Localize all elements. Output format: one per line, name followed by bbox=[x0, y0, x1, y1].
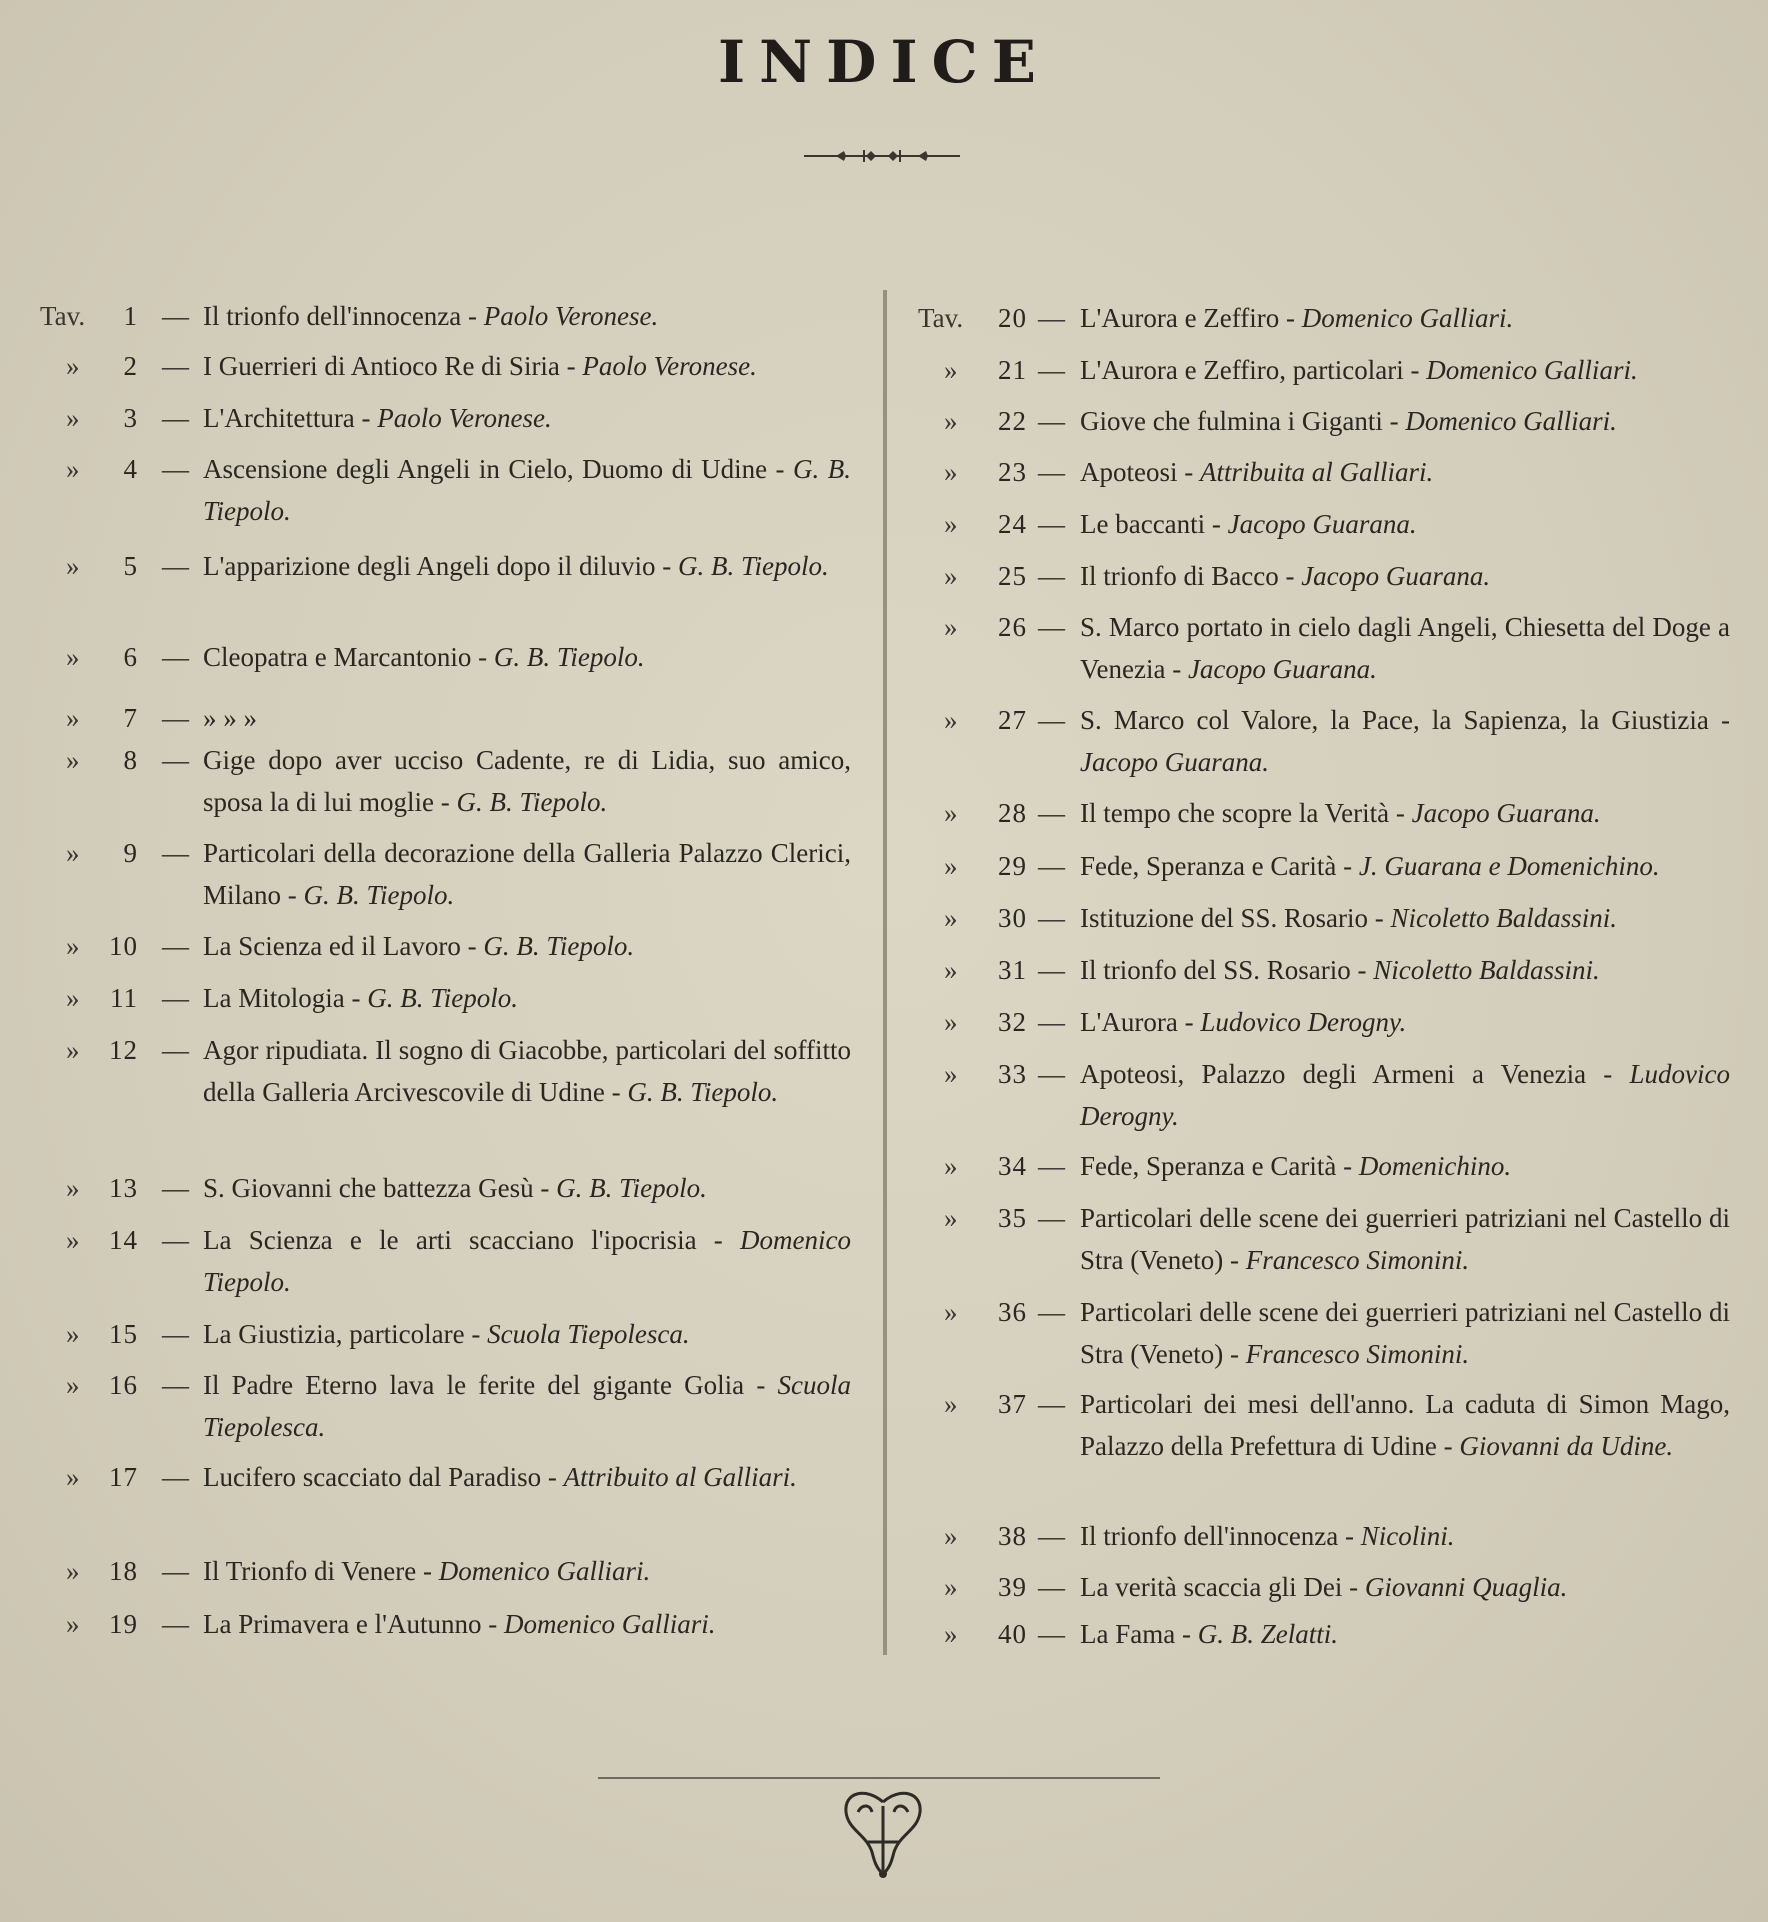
ditto-mark: » bbox=[66, 1370, 80, 1400]
entry-title-text: Ascensione degli Angeli in Cielo, Duomo di Udine bbox=[203, 454, 768, 484]
entry-title: L'Aurora e Zeffiro, particolari - Domenico Galliari. bbox=[1080, 355, 1638, 385]
entry-author: Domenico Galliari. bbox=[1426, 355, 1638, 385]
em-dash: — bbox=[1038, 561, 1065, 591]
entry-author: Scuola Tiepolesca. bbox=[203, 1370, 851, 1442]
entry-title-text: S. Giovanni che battezza Gesù bbox=[203, 1173, 534, 1203]
entry-author: Francesco Simonini. bbox=[1245, 1339, 1470, 1369]
ditto-mark: » bbox=[944, 612, 958, 642]
plate-number: 9 bbox=[123, 838, 138, 868]
plate-number: 20 bbox=[998, 303, 1027, 333]
page-title: INDICE bbox=[718, 28, 1050, 96]
entry-author: Paolo Veronese. bbox=[483, 301, 659, 331]
em-dash: — bbox=[162, 931, 189, 961]
entry-author: G. B. Tiepolo. bbox=[678, 551, 829, 581]
em-dash: — bbox=[1038, 705, 1065, 735]
entry-title: L'Aurora - Ludovico Derogny. bbox=[1080, 1007, 1407, 1037]
em-dash: — bbox=[162, 1462, 189, 1492]
entry-title: S. Marco portato in cielo dagli Angeli, Chiesetta del Doge a Venezia - Jacopo Guarana. bbox=[1080, 612, 1730, 684]
ditto-mark: » bbox=[66, 454, 80, 484]
plate-number: 27 bbox=[998, 705, 1027, 735]
plate-number: 31 bbox=[998, 955, 1027, 985]
ditto-mark: » bbox=[944, 1203, 958, 1233]
em-dash: — bbox=[162, 551, 189, 581]
entry-author: Giovanni Quaglia. bbox=[1364, 1572, 1568, 1602]
plate-number: 4 bbox=[123, 454, 138, 484]
ditto-mark: » bbox=[944, 705, 958, 735]
ditto-mark: » bbox=[944, 1297, 958, 1327]
entry-title-text: Il Padre Eterno lava le ferite del gigante Golia bbox=[203, 1370, 745, 1400]
em-dash: — bbox=[162, 403, 189, 433]
em-dash: — bbox=[162, 351, 189, 381]
entry-title: Istituzione del SS. Rosario - Nicoletto Baldassini. bbox=[1080, 903, 1617, 933]
plate-number: 11 bbox=[110, 983, 138, 1013]
entry-author: Jacopo Guarana. bbox=[1080, 747, 1269, 777]
em-dash: — bbox=[162, 1319, 189, 1349]
entry-title: Giove che fulmina i Giganti - Domenico Galliari. bbox=[1080, 406, 1617, 436]
entry-author: G. B. Zelatti. bbox=[1197, 1619, 1338, 1649]
entry-title: S. Giovanni che battezza Gesù - G. B. Tiepolo. bbox=[203, 1173, 707, 1203]
plate-number: 8 bbox=[123, 745, 138, 775]
entry-title: Ascensione degli Angeli in Cielo, Duomo di Udine - G. B. Tiepolo. bbox=[203, 454, 852, 526]
plate-number: 1 bbox=[123, 301, 138, 331]
entry-title-text: Lucifero scacciato dal Paradiso bbox=[203, 1462, 542, 1492]
entry-title-text: Istituzione del SS. Rosario bbox=[1080, 903, 1368, 933]
ditto-mark: » bbox=[66, 1035, 80, 1065]
entry-author: Paolo Veronese. bbox=[377, 403, 552, 433]
entry-title: La Giustizia, particolare - Scuola Tiepolesca. bbox=[203, 1319, 690, 1349]
entry-title-text: Il trionfo dell'innocenza bbox=[1080, 1521, 1339, 1551]
entry-title-text: Particolari delle scene dei guerrieri patriziani nel Castello di Stra (Veneto) bbox=[1080, 1297, 1730, 1369]
plate-number: 30 bbox=[998, 903, 1027, 933]
ditto-mark: » bbox=[944, 1007, 958, 1037]
entry-title: L'Architettura - Paolo Veronese. bbox=[203, 403, 552, 433]
em-dash: — bbox=[1038, 457, 1065, 487]
entry-title: La Primavera e l'Autunno - Domenico Galliari. bbox=[203, 1609, 716, 1639]
ditto-mark: » bbox=[66, 703, 80, 733]
plate-number: 5 bbox=[123, 551, 138, 581]
entry-author: J. Guarana e Domenichino. bbox=[1358, 851, 1660, 881]
entry-title: Apoteosi, Palazzo degli Armeni a Venezia - Ludovico Derogny. bbox=[1080, 1059, 1730, 1131]
em-dash: — bbox=[1038, 1619, 1065, 1649]
entry-title-text: Agor ripudiata. Il sogno di Giacobbe, particolari del soffitto della Galleria Arcivescovile di Udine bbox=[203, 1035, 851, 1107]
plate-number: 14 bbox=[109, 1225, 138, 1255]
ditto-mark: » bbox=[944, 457, 958, 487]
ditto-mark: » bbox=[66, 1319, 80, 1349]
em-dash: — bbox=[1038, 955, 1065, 985]
em-dash: — bbox=[1038, 1572, 1065, 1602]
entry-author: Francesco Simonini. bbox=[1245, 1245, 1470, 1275]
plate-number: 10 bbox=[109, 931, 138, 961]
entry-title-text: » » » bbox=[203, 703, 257, 733]
entry-title-text: Le baccanti bbox=[1080, 509, 1206, 539]
plate-number: 23 bbox=[998, 457, 1027, 487]
ditto-mark: » bbox=[66, 642, 80, 672]
ditto-mark: » bbox=[944, 509, 958, 539]
plate-number: 24 bbox=[998, 509, 1027, 539]
plate-number: 40 bbox=[998, 1619, 1027, 1649]
em-dash: — bbox=[162, 838, 189, 868]
entry-author: Jacopo Guarana. bbox=[1227, 509, 1417, 539]
em-dash: — bbox=[162, 1035, 189, 1065]
plate-number: 36 bbox=[998, 1297, 1027, 1327]
entry-author: G. B. Tiepolo. bbox=[627, 1077, 779, 1107]
em-dash: — bbox=[1038, 1203, 1065, 1233]
entry-title: La Scienza e le arti scacciano l'ipocrisia - Domenico Tiepolo. bbox=[203, 1225, 851, 1297]
entry-title-text: Particolari della decorazione della Galleria Palazzo Clerici, Milano bbox=[203, 838, 851, 910]
entry-title: La Scienza ed il Lavoro - G. B. Tiepolo. bbox=[203, 931, 635, 961]
ditto-mark: » bbox=[944, 851, 958, 881]
plate-number: 21 bbox=[998, 355, 1027, 385]
em-dash: — bbox=[162, 1556, 189, 1586]
plate-number: 25 bbox=[998, 561, 1027, 591]
ditto-mark: » bbox=[944, 406, 958, 436]
entry-title-text: Il trionfo dell'innocenza bbox=[203, 301, 462, 331]
entry-title: Gige dopo aver ucciso Cadente, re di Lidia, suo amico, sposa la di lui moglie - G. B. Tiepolo. bbox=[203, 745, 851, 817]
em-dash: — bbox=[162, 983, 189, 1013]
em-dash: — bbox=[1038, 355, 1065, 385]
plate-number: 37 bbox=[998, 1389, 1027, 1419]
entry-title-text: L'apparizione degli Angeli dopo il diluvio bbox=[203, 551, 656, 581]
entry-author: Domenico Galliari. bbox=[504, 1609, 716, 1639]
em-dash: — bbox=[1038, 1297, 1065, 1327]
ditto-mark: » bbox=[66, 1462, 80, 1492]
plate-number: 26 bbox=[998, 612, 1027, 642]
ditto-mark: » bbox=[66, 1173, 80, 1203]
entry-title: La verità scaccia gli Dei - Giovanni Quaglia. bbox=[1080, 1572, 1568, 1602]
entry-author: G. B. Tiepolo. bbox=[203, 454, 852, 526]
entry-title: S. Marco col Valore, la Pace, la Sapienza, la Giustizia - Jacopo Guarana. bbox=[1080, 705, 1730, 777]
column-divider bbox=[883, 290, 887, 1655]
entry-title-text: S. Marco col Valore, la Pace, la Sapienza, la Giustizia bbox=[1080, 705, 1709, 735]
em-dash: — bbox=[162, 454, 189, 484]
entry-title-text: La Scienza ed il Lavoro bbox=[203, 931, 461, 961]
entry-author: Ludovico Derogny. bbox=[1080, 1059, 1730, 1131]
entry-title-text: Apoteosi bbox=[1080, 457, 1178, 487]
entry-title-text: Il Trionfo di Venere bbox=[203, 1556, 417, 1586]
entry-author: Domenico Galliari. bbox=[438, 1556, 651, 1586]
em-dash: — bbox=[1038, 1059, 1065, 1089]
entry-title-text: Fede, Speranza e Carità bbox=[1080, 1151, 1337, 1181]
em-dash: — bbox=[162, 745, 189, 775]
entry-title-text: La Giustizia, particolare bbox=[203, 1319, 465, 1349]
ditto-mark: » bbox=[66, 931, 80, 961]
entry-title: Il trionfo dell'innocenza - Nicolini. bbox=[1080, 1521, 1455, 1551]
plate-number: 17 bbox=[109, 1462, 138, 1492]
entry-title-text: L'Aurora bbox=[1080, 1007, 1178, 1037]
plate-number: 15 bbox=[109, 1319, 138, 1349]
entry-title: Particolari della decorazione della Galleria Palazzo Clerici, Milano - G. B. Tiepolo. bbox=[203, 838, 851, 910]
entry-title-text: Particolari delle scene dei guerrieri patriziani nel Castello di Stra (Veneto) bbox=[1080, 1203, 1730, 1275]
plate-number: 32 bbox=[998, 1007, 1027, 1037]
entry-title-text: Fede, Speranza e Carità bbox=[1080, 851, 1337, 881]
em-dash: — bbox=[162, 642, 189, 672]
entry-title bbox=[203, 697, 851, 739]
plate-number: 18 bbox=[109, 1556, 138, 1586]
em-dash: — bbox=[1038, 1151, 1065, 1181]
em-dash: — bbox=[1038, 406, 1065, 436]
entry-author: Scuola Tiepolesca. bbox=[487, 1319, 690, 1349]
em-dash: — bbox=[1038, 303, 1065, 333]
entry-title: Il Padre Eterno lava le ferite del gigante Golia - Scuola Tiepolesca. bbox=[203, 1370, 851, 1442]
plate-number: 34 bbox=[998, 1151, 1027, 1181]
ditto-mark: » bbox=[66, 983, 80, 1013]
entry-title-text: La verità scaccia gli Dei bbox=[1080, 1572, 1343, 1602]
entry-author: Attribuito al Galliari. bbox=[563, 1462, 797, 1492]
entry-title: I Guerrieri di Antioco Re di Siria - Paolo Veronese. bbox=[203, 351, 757, 381]
entry-author: Nicoletto Baldassini. bbox=[1373, 955, 1600, 985]
entry-title: Particolari delle scene dei guerrieri patriziani nel Castello di Stra (Veneto) - Francesco Simonini. bbox=[1080, 1203, 1730, 1275]
plate-number: 35 bbox=[998, 1203, 1027, 1233]
entry-title: La Mitologia - G. B. Tiepolo. bbox=[203, 983, 518, 1013]
ditto-mark: » bbox=[944, 1389, 958, 1419]
em-dash: — bbox=[1038, 903, 1065, 933]
entry-title-text: I Guerrieri di Antioco Re di Siria bbox=[203, 351, 560, 381]
entry-title: Le baccanti - Jacopo Guarana. bbox=[1080, 509, 1417, 539]
entry-author: G. B. Tiepolo. bbox=[303, 880, 455, 910]
entry-author: G. B. Tiepolo. bbox=[367, 983, 518, 1013]
plate-number: 7 bbox=[123, 703, 138, 733]
entry-title-text: La Mitologia bbox=[203, 983, 345, 1013]
entry-author: Domenichino. bbox=[1358, 1151, 1512, 1181]
entry-author: Giovanni da Udine. bbox=[1459, 1431, 1674, 1461]
plate-number: 38 bbox=[998, 1521, 1027, 1551]
ditto-mark: » bbox=[944, 1521, 958, 1551]
entry-author: Nicolini. bbox=[1360, 1521, 1455, 1551]
ditto-mark: » bbox=[944, 798, 958, 828]
plate-number: 22 bbox=[998, 406, 1027, 436]
plate-number: 13 bbox=[109, 1173, 138, 1203]
entry-title: Lucifero scacciato dal Paradiso - Attribuito al Galliari. bbox=[203, 1462, 797, 1492]
em-dash: — bbox=[1038, 1521, 1065, 1551]
ditto-mark: » bbox=[66, 403, 80, 433]
em-dash: — bbox=[1038, 1007, 1065, 1037]
entry-author: Domenico Galliari. bbox=[1301, 303, 1514, 333]
bottom-rule bbox=[598, 1777, 1160, 1779]
ditto-mark: » bbox=[66, 551, 80, 581]
entry-title: Il trionfo dell'innocenza - Paolo Veronese. bbox=[203, 301, 659, 331]
entry-author: Attribuita al Galliari. bbox=[1200, 457, 1434, 487]
ditto-mark: » bbox=[944, 1572, 958, 1602]
entry-title: Agor ripudiata. Il sogno di Giacobbe, particolari del soffitto della Galleria Arcivescovile di Udine - G. B. Tiepolo. bbox=[203, 1035, 851, 1107]
em-dash: — bbox=[1038, 1389, 1065, 1419]
entry-author: Jacopo Guarana. bbox=[1411, 798, 1601, 828]
ditto-mark: » bbox=[944, 1151, 958, 1181]
entry-title-text: La Primavera e l'Autunno bbox=[203, 1609, 482, 1639]
entry-title: Il trionfo di Bacco - Jacopo Guarana. bbox=[1080, 561, 1491, 591]
entry-author: G. B. Tiepolo. bbox=[493, 642, 645, 672]
ditto-mark: » bbox=[944, 355, 958, 385]
ditto-mark: » bbox=[66, 838, 80, 868]
entry-title-text: Il trionfo del SS. Rosario bbox=[1080, 955, 1351, 985]
entry-title-text: Particolari dei mesi dell'anno. La caduta di Simon Mago, Palazzo della Prefettura di Udine bbox=[1080, 1389, 1730, 1461]
ditto-mark: » bbox=[944, 1059, 958, 1089]
entry-author: Jacopo Guarana. bbox=[1187, 654, 1377, 684]
entry-title-text: Gige dopo aver ucciso Cadente, re di Lidia, suo amico, sposa la di lui moglie bbox=[203, 745, 851, 817]
entry-title-text: La Scienza e le arti scacciano l'ipocrisia bbox=[203, 1225, 697, 1255]
entry-title-text: L'Architettura bbox=[203, 403, 355, 433]
em-dash: — bbox=[162, 703, 189, 733]
plate-number: 19 bbox=[109, 1609, 138, 1639]
entry-title: Il Trionfo di Venere - Domenico Galliari. bbox=[203, 1556, 651, 1586]
entry-title: Apoteosi - Attribuita al Galliari. bbox=[1080, 457, 1434, 487]
entry-title-text: Cleopatra e Marcantonio bbox=[203, 642, 472, 672]
em-dash: — bbox=[162, 301, 189, 331]
plate-number: 2 bbox=[123, 351, 138, 381]
ditto-mark: » bbox=[66, 1609, 80, 1639]
ditto-mark: » bbox=[66, 1225, 80, 1255]
plate-number: 16 bbox=[109, 1370, 138, 1400]
entry-title: Particolari dei mesi dell'anno. La caduta di Simon Mago, Palazzo della Prefettura di Udine - Giovanni da Udine. bbox=[1080, 1389, 1730, 1461]
plate-number: 12 bbox=[109, 1035, 138, 1065]
plate-number: 39 bbox=[998, 1572, 1027, 1602]
entry-title: L'Aurora e Zeffiro - Domenico Galliari. bbox=[1080, 303, 1514, 333]
entry-title-text: Giove che fulmina i Giganti bbox=[1080, 406, 1383, 436]
plate-number: 33 bbox=[998, 1059, 1027, 1089]
em-dash: — bbox=[162, 1370, 189, 1400]
ditto-mark: » bbox=[66, 351, 80, 381]
tav-label: Tav. bbox=[918, 303, 964, 333]
entry-author: Jacopo Guarana. bbox=[1301, 561, 1491, 591]
ornament-divider-icon bbox=[804, 148, 960, 164]
ditto-mark: » bbox=[66, 745, 80, 775]
entry-author: Paolo Veronese. bbox=[582, 351, 757, 381]
entry-author: Domenico Tiepolo. bbox=[203, 1225, 851, 1297]
entry-title-text: Apoteosi, Palazzo degli Armeni a Venezia bbox=[1080, 1059, 1587, 1089]
em-dash: — bbox=[162, 1609, 189, 1639]
plate-number: 6 bbox=[123, 642, 138, 672]
ditto-mark: » bbox=[944, 903, 958, 933]
entry-title-text: Il tempo che scopre la Verità bbox=[1080, 798, 1390, 828]
entry-title: Fede, Speranza e Carità - J. Guarana e Domenichino. bbox=[1080, 851, 1660, 881]
entry-title: L'apparizione degli Angeli dopo il diluvio - G. B. Tiepolo. bbox=[203, 551, 829, 581]
entry-author: G. B. Tiepolo. bbox=[556, 1173, 707, 1203]
em-dash: — bbox=[1038, 612, 1065, 642]
tav-label: Tav. bbox=[40, 301, 86, 331]
entry-title: La Fama - G. B. Zelatti. bbox=[1080, 1619, 1338, 1649]
ditto-mark: » bbox=[944, 561, 958, 591]
entry-title-text: L'Aurora e Zeffiro, particolari bbox=[1080, 355, 1404, 385]
entry-author: Ludovico Derogny. bbox=[1200, 1007, 1407, 1037]
entry-title: Il tempo che scopre la Verità - Jacopo Guarana. bbox=[1080, 798, 1601, 828]
entry-author: G. B. Tiepolo. bbox=[483, 931, 635, 961]
ditto-mark: » bbox=[944, 1619, 958, 1649]
entry-title-text: S. Marco portato in cielo dagli Angeli, Chiesetta del Doge a Venezia bbox=[1080, 612, 1730, 684]
entry-author: Domenico Galliari. bbox=[1405, 406, 1617, 436]
plate-number: 29 bbox=[998, 851, 1027, 881]
plate-number: 3 bbox=[123, 403, 138, 433]
ditto-mark: » bbox=[66, 1556, 80, 1586]
entry-title: Il trionfo del SS. Rosario - Nicoletto Baldassini. bbox=[1080, 955, 1600, 985]
plate-number: 28 bbox=[998, 798, 1027, 828]
entry-title: Fede, Speranza e Carità - Domenichino. bbox=[1080, 1151, 1512, 1181]
entry-title-text: La Fama bbox=[1080, 1619, 1176, 1649]
entry-title-text: Il trionfo di Bacco bbox=[1080, 561, 1279, 591]
entry-author: G. B. Tiepolo. bbox=[456, 787, 608, 817]
entry-title-text: L'Aurora e Zeffiro bbox=[1080, 303, 1280, 333]
em-dash: — bbox=[162, 1225, 189, 1255]
em-dash: — bbox=[1038, 509, 1065, 539]
em-dash: — bbox=[1038, 798, 1065, 828]
entry-title: Particolari delle scene dei guerrieri patriziani nel Castello di Stra (Veneto) - Francesco Simonini. bbox=[1080, 1297, 1730, 1369]
em-dash: — bbox=[1038, 851, 1065, 881]
ditto-mark: » bbox=[944, 955, 958, 985]
em-dash: — bbox=[162, 1173, 189, 1203]
entry-title: Cleopatra e Marcantonio - G. B. Tiepolo. bbox=[203, 642, 645, 672]
entry-author: Nicoletto Baldassini. bbox=[1390, 903, 1617, 933]
lyre-ornament-icon bbox=[836, 1782, 930, 1878]
